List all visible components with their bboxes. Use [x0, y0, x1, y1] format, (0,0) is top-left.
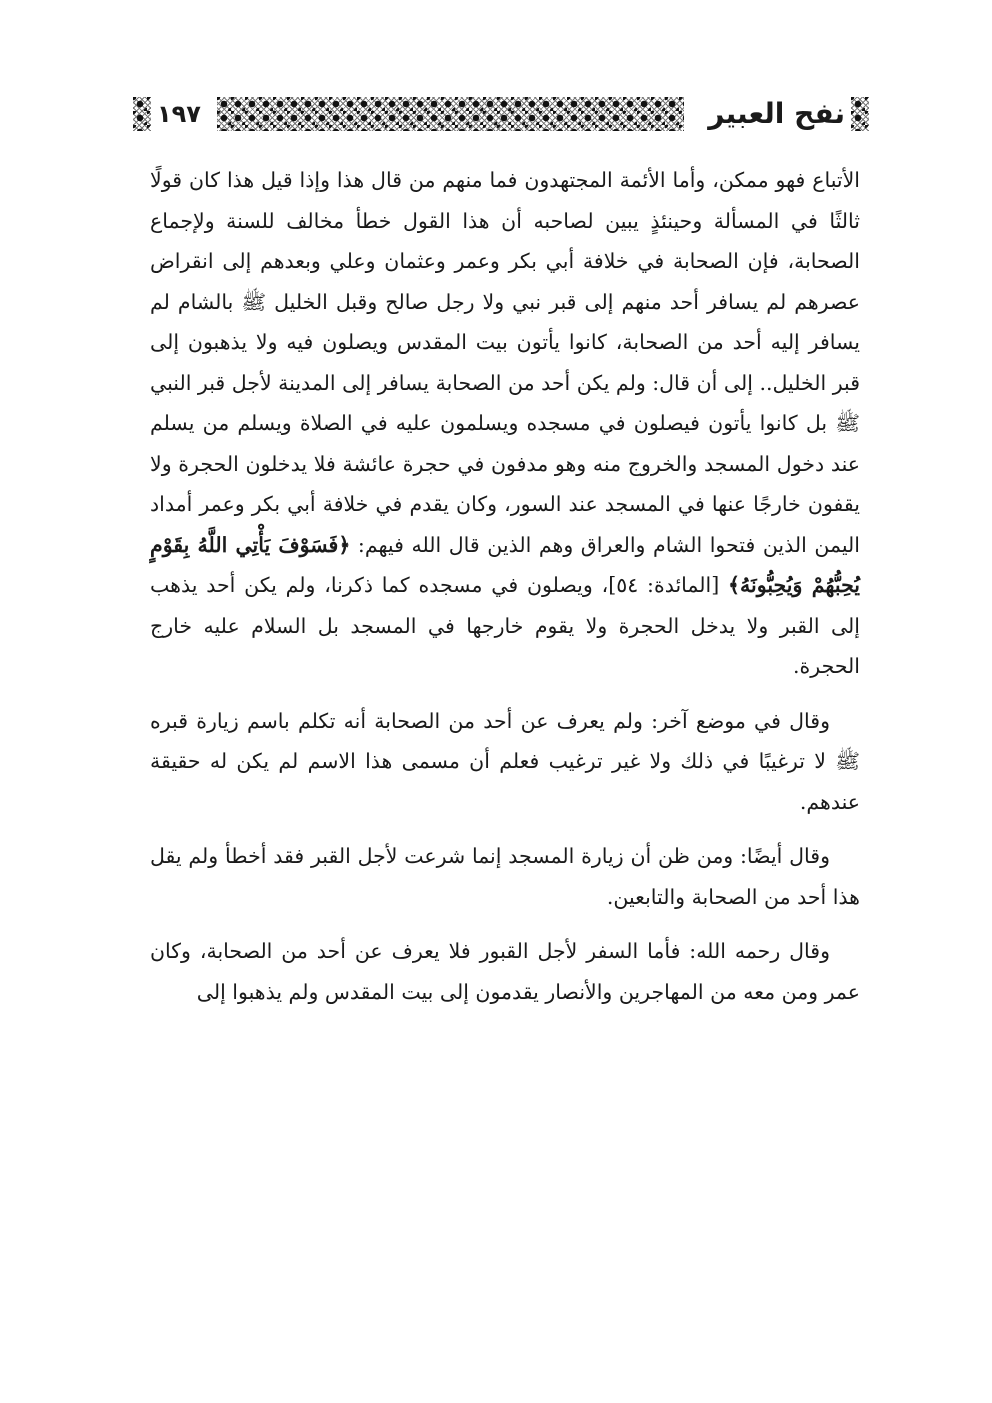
paragraph: وقال في موضع آخر: ولم يعرف عن أحد من الصحابة أنه تكلم باسم زيارة قبره ﷺ لا ترغيبًا في ذلك ولا غير ترغيب فعلم أن مسمى هذا الاسم لم يكن له حقيقة عندهم.	[150, 708, 860, 814]
paragraph: وقال رحمه الله: فأما السفر لأجل القبور فلا يعرف عن أحد من الصحابة، وكان عمر ومن معه من المهاجرين والأنصار يقدمون إلى بيت المقدس ولم يذهبوا إلى	[150, 939, 860, 1004]
ornament-left	[133, 97, 151, 131]
paragraph: وقال أيضًا: ومن ظن أن زيارة المسجد إنما شرعت لأجل القبر فقد أخطأ ولم يقل هذا أحد من الصحابة والتابعين.	[150, 844, 860, 909]
ornament-band	[217, 97, 684, 131]
paragraph	[150, 160, 860, 687]
quran-verse: ﴿فَسَوْفَ يَأْتِي اللَّهُ بِقَوْمٍ يُحِبُّهُمْ وَيُحِبُّونَهُ﴾	[150, 532, 861, 597]
ornament-right	[851, 97, 869, 131]
page-header	[133, 96, 869, 132]
page-body	[150, 160, 860, 1026]
book-title: نفح العبير	[708, 97, 845, 130]
paragraph-text: الأتباع فهو ممكن، وأما الأئمة المجتهدون فما منهم من قال هذا وإذا قيل هذا كان قولًا ثالثًا في المسألة وحينئذٍ يبين لصاحبه أن هذا القول خطأ مخالف للسنة ولإجماع الصحابة، فإن الصحابة في خلافة أبي بكر وعمر وعثمان وعلي وبعدهم إلى انقراض عصرهم لم يسافر أحد منهم إلى قبر نبي ولا رجل صالح وقبل الخليل ﷺ بالشام لم يسافر إليه أحد من الصحابة، كانوا يأتون بيت المقدس ويصلون فيه ولا يذهبون إلى قبر الخليل.. إلى أن قال: ولم يكن أحد من الصحابة يسافر إلى المدينة لأجل قبر النبي ﷺ بل كانوا يأتون فيصلون في مسجده ويسلمون عليه في الصلاة ويسلم من يسلم عند دخول المسجد والخروج منه وهو مدفون في حجرة عائشة فلا يدخلون الحجرة ولا يقفون خارجًا عنها في المسجد عند السور، وكان يقدم في خلافة أبي بكر وعمر أمداد اليمن الذين فتحوا الشام والعراق وهم الذين قال الله فيهم:	[150, 168, 860, 557]
page-number: ١٩٧	[157, 100, 201, 128]
verse-citation: [المائدة: ٥٤]	[608, 573, 729, 597]
paragraph-text: ، ويصلون في مسجده كما ذكرنا، ولم يكن أحد يذهب إلى القبر ولا يدخل الحجرة ولا يقوم خارجها في المسجد بل السلام عليه خارج الحجرة.	[150, 573, 860, 678]
